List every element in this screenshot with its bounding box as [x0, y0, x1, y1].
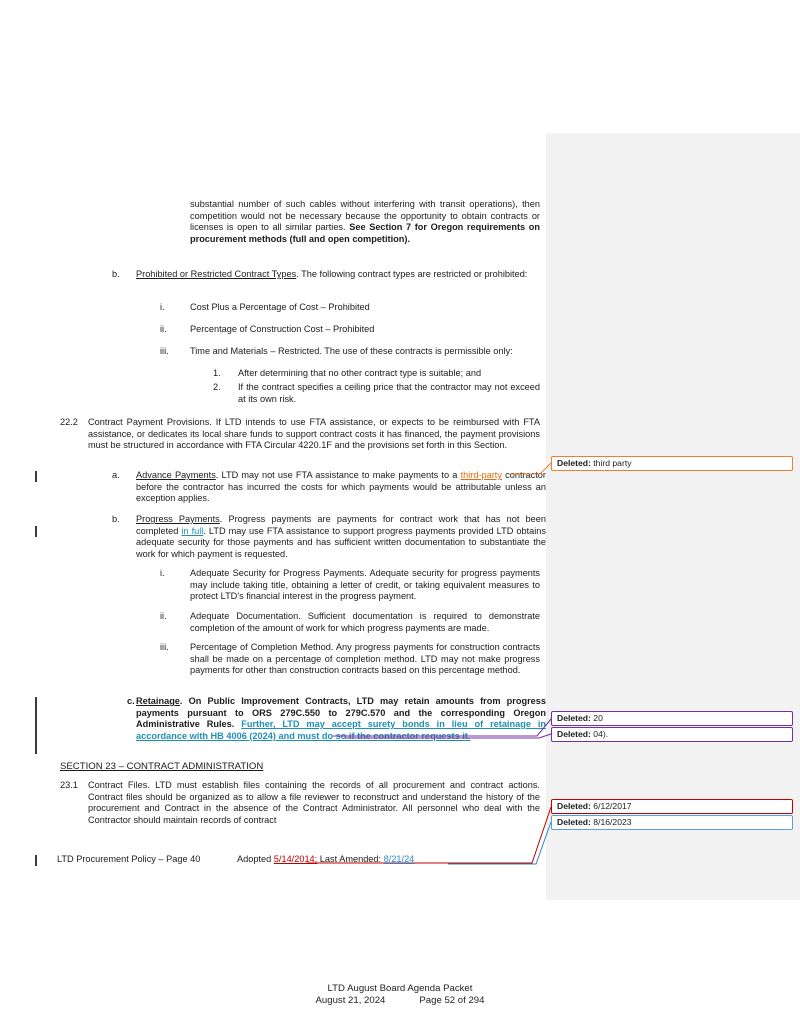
list-item-2 [0, 382, 546, 405]
list-item-label: iii. [160, 642, 169, 652]
body-text: . On Public Improvement Contracts, LTD may retain amounts from progress payments pursuant to ORS 279C.550 to 279C.570 and the corresponding Oregon Administrative Rules. [136, 696, 546, 729]
revision-bubble-text: 20 [593, 713, 603, 723]
paragraph-number: 23.1 [60, 780, 78, 790]
revision-bubble-label: Deleted: [557, 458, 591, 468]
list-item-text: Adequate Security for Progress Payments. Adequate security for progress payments may include taking title, obtaining a letter of credit, or taking equivalent measures to protect LTD's financial interest in the progress payment. [190, 568, 540, 601]
change-bar [35, 697, 37, 754]
list-item-c-retainage [0, 696, 546, 742]
packet-page-number: Page 52 of 294 [419, 995, 485, 1006]
revision-bubble-label: Deleted: [557, 713, 591, 723]
list-item-iii-time-materials [0, 346, 546, 358]
list-item-label: i. [160, 568, 165, 578]
list-item-label: ii. [160, 324, 167, 334]
list-item-label: 1. [213, 368, 221, 378]
list-item-text: Percentage of Construction Cost – Prohibited [190, 324, 375, 334]
list-item-i-cost-plus [0, 302, 546, 314]
section-23-heading: SECTION 23 – CONTRACT ADMINISTRATION [60, 761, 264, 772]
list-item-1 [0, 368, 546, 380]
underlined-heading: Prohibited or Restricted Contract Types [136, 269, 297, 279]
revision-bubble-text: 6/12/2017 [593, 801, 632, 811]
list-item-label: i. [160, 302, 165, 312]
paragraph-text: Contract Files. LTD must establish files containing the records of all procurement and contract actions. Contract files should be organized as to allow a file reviewer to reconstruct and understand the history of the procurement and Contract in the absence of the Contract Administrator. All personnel who deal with the Contractor should maintain records of contract [88, 780, 540, 825]
paragraph-22-2 [0, 417, 546, 452]
list-item-iii-percentage-completion [0, 642, 546, 677]
page-footer [57, 854, 577, 866]
list-item-text: After determining that no other contract type is suitable; and [238, 368, 482, 378]
paragraph-continuation [0, 199, 546, 245]
agenda-packet-footer [0, 983, 800, 1007]
revision-bubble-deleted-6-12-2017[interactable] [551, 799, 793, 814]
packet-title: LTD August Board Agenda Packet [327, 983, 473, 994]
change-bar [35, 855, 37, 866]
list-item-i-adequate-security [0, 568, 546, 603]
body-text: . Progress payments are payments for contract work that has not been completed [136, 514, 546, 536]
underlined-heading: Retainage [136, 696, 180, 706]
revision-bubble-text: third party [593, 458, 632, 468]
revision-bubble-text: 04). [593, 729, 609, 739]
revision-bubble-deleted-8-16-2023[interactable] [551, 815, 793, 830]
list-item-a-advance-payments [0, 470, 546, 505]
revision-bubble-label: Deleted: [557, 801, 591, 811]
list-item-text [136, 470, 546, 505]
revision-bubble-label: Deleted: [557, 729, 591, 739]
footer-amended-label: Last Amended: [317, 854, 384, 864]
underlined-heading: Advance Payments [136, 470, 216, 480]
inserted-text-surety-bonds: Further, LTD may accept surety bonds in lieu of retainage in accordance with HB 4006 (2024) and must do so if the contractor requests it. [136, 719, 547, 741]
revision-bubble-label: Deleted: [557, 817, 591, 827]
bold-text: See Section 7 for Oregon requirements on procurement methods (full and open competition). [190, 222, 540, 244]
list-item-b-prohibited [0, 269, 546, 281]
inserted-text-in-full: in full [181, 525, 204, 536]
list-item-label: b. [112, 514, 120, 524]
list-item-text: Percentage of Completion Method. Any progress payments for construction contracts shall be made on a percentage of completion method. LTD may not make progress payments for other than construction contracts based on this percentage method. [190, 642, 540, 675]
revision-bubble-deleted-20[interactable] [551, 711, 793, 726]
paragraph-text [190, 199, 540, 245]
inserted-text-third-party: third-party [460, 470, 502, 480]
list-item-label: a. [112, 470, 120, 480]
inserted-text-adopted-date: 5/14/2014; [273, 854, 318, 864]
revision-bubble-deleted-04[interactable] [551, 727, 793, 742]
list-item-text: Adequate Documentation. Sufficient documentation is required to demonstrate completion of the amount of work for which progress payments are made. [190, 611, 540, 633]
list-item-label: 2. [213, 382, 221, 392]
change-bar [35, 471, 37, 482]
packet-date: August 21, 2024 [315, 995, 386, 1006]
footer-document-title: LTD Procurement Policy – Page 40 [57, 854, 201, 864]
list-item-b-progress-payments [0, 514, 546, 560]
inserted-text-amended-date: 8/21/24 [383, 854, 415, 864]
body-text: contractor before the contractor has incurred the costs for which payments would be attributable unless an exception applies. [136, 470, 546, 503]
footer-adopted-amended [237, 854, 414, 866]
revision-bubble-deleted-third-party[interactable] [551, 456, 793, 471]
list-item-text: Cost Plus a Percentage of Cost – Prohibited [190, 302, 370, 312]
packet-row2 [0, 995, 800, 1007]
paragraph-number: 22.2 [60, 417, 78, 427]
revision-markup-area [546, 133, 800, 900]
body-text: substantial number of such cables without interfering with transit operations), then competition would not be necessary because the opportunity to obtain contracts or licenses is open to all similar parties. [190, 199, 540, 232]
list-item-text [136, 696, 546, 742]
list-item-ii-adequate-documentation [0, 611, 546, 634]
body-text: . LTD may not use FTA assistance to make payments to a [215, 470, 461, 480]
change-bar [35, 526, 37, 537]
list-item-label: b. [112, 269, 120, 279]
body-text: . The following contract types are restricted or prohibited: [296, 269, 528, 279]
list-item-text: Time and Materials – Restricted. The use of these contracts is permissible only: [190, 346, 513, 356]
list-item-text [136, 269, 546, 281]
revision-bubble-text: 8/16/2023 [593, 817, 632, 827]
list-item-text: If the contract specifies a ceiling price that the contractor may not exceed at its own risk. [238, 382, 540, 404]
list-item-ii-percentage [0, 324, 546, 336]
body-text: . LTD may use FTA assistance to support progress payments provided LTD obtains adequate security for those payments and has sufficient written documentation to substantiate the work for which payment is requested. [136, 525, 546, 559]
underlined-heading: Progress Payments [136, 514, 220, 524]
list-item-label: ii. [160, 611, 167, 621]
list-item-label: iii. [160, 346, 169, 356]
paragraph-23-1 [0, 780, 546, 826]
paragraph-text: Contract Payment Provisions. If LTD intends to use FTA assistance, or expects to be reimbursed with FTA assistance, or dedicates its local share funds to support contract costs it has financed, the payment provisions must be structured in accordance with FTA Circular 4220.1F and the provisions set forth in this Section. [88, 417, 540, 450]
list-item-label: c. [127, 696, 135, 706]
list-item-text [136, 514, 546, 560]
footer-adopted-label: Adopted [237, 854, 274, 864]
